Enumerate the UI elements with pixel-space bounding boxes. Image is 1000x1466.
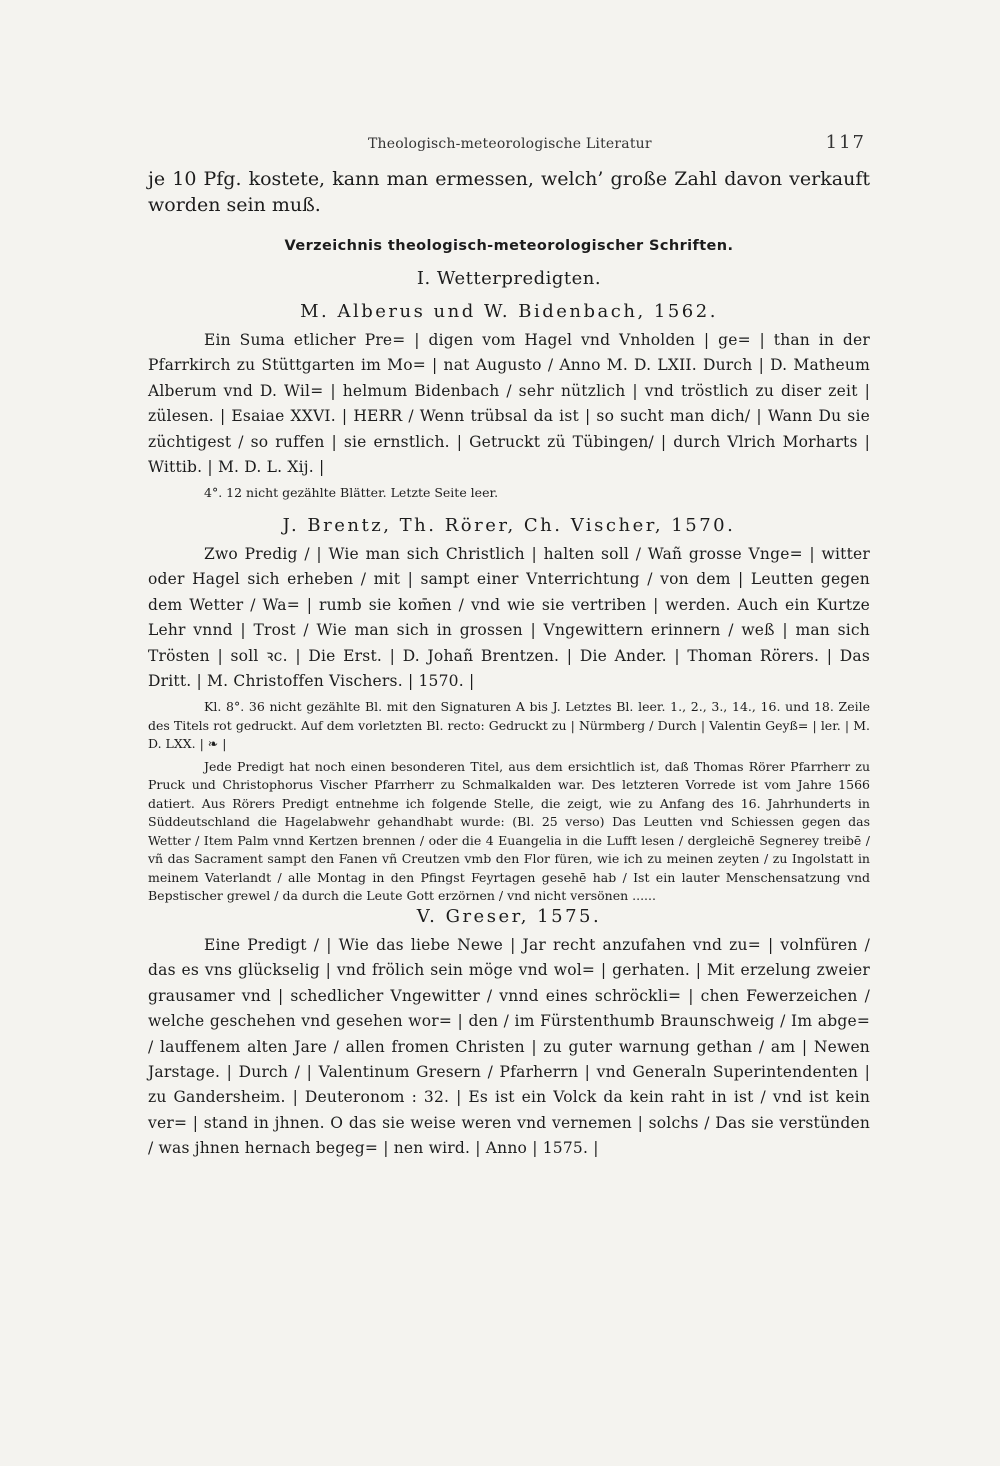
entry-note: Kl. 8°. 36 nicht gezählte Bl. mit den Signaturen A bis J. Letztes Bl. leer. 1., 2., 3., 14., 16. und 18. Zeile des Titels rot gedruckt. Auf dem vorletzten Bl. recto: Gedruckt zu | Nürmberg / Durch | Valentin Geyß= | ler. | M. D. LXX. | ❧ | bbox=[148, 699, 870, 752]
section-title: I. Wetterpredigten. bbox=[416, 268, 602, 289]
running-head-title: Theologisch-meteorologische Literatur bbox=[368, 136, 652, 152]
entry-heading: M. Alberus und W. Bidenbach, 1562. bbox=[300, 301, 718, 322]
entry-commentary: Jede Predigt hat noch einen besonderen Titel, aus dem ersichtlich ist, daß Thomas Rörer Pfarrherr zu Pruck und Christophorus Vischer Pfarrherr zu Schmalkalden war. Des letzteren Vorrede ist vom Jahre 1566 datiert. Aus Rörers Predigt entnehme ich folgende Stelle, die zeigt, wie zu Anfang des 16. Jahrhunderts in Süddeutschland die Hagelabwehr gehandhabt wurde: (Bl. 25 verso) Das Leutten vnd Schiessen gegen das Wetter / Item Palm vnnd Kertzen brennen / oder die 4 Euangelia in die Lufft lesen / dergleichē Segnerey treibē / vñ das Sacrament sampt den Fanen vñ Creutzen vmb den Flor füren, wie ich zu meinen zeyten / zu Ingolstatt in meinem Vaterlandt / alle Montag in den Pfingst Feyrtagen gesehē hab / Ist ein lauter Menschensatzung vnd Bepstischer grewel / da durch die Leute Gott erzörnen / vnd nicht versönen ...... bbox=[148, 758, 870, 904]
document-page bbox=[148, 128, 870, 1162]
entry-title: Eine Predigt / | Wie das liebe Newe | Jar recht anzufahen vnd zu= | volnfüren / das es vns glückselig | vnd frölich sein möge vnd wol= | gerhaten. | Mit erzelung zweier grausamer vnd | schedlicher Vngewitter / vnnd eines schröckli= | chen Fewerzeichen / welche geschehen vnd gesehen wor= | den / im Fürstenthumb Braunschweig / Im abge= / lauffenem alten Jare / allen fromen Christen | zu guter warnung gethan / am | Newen Jarstage. | Durch / | Valentinum Gresern / Pfarherrn | vnd Generaln Superintendenten | zu Gandersheim. | Deuteronom : 32. | Es ist ein Volck da kein raht in ist / vnd ist kein ver= | stand in jhnen. O das sie weise weren vnd vernemen | solchs / Das sie verstünden / was jhnen hernach begeg= | nen wird. | Anno | 1575. | bbox=[148, 935, 870, 1158]
entry-heading: J. Brentz, Th. Rörer, Ch. Vischer, 1570. bbox=[282, 514, 736, 536]
list-heading: Verzeichnis theologisch-meteorologischer Schriften. bbox=[284, 238, 734, 254]
entry-note: 4°. 12 nicht gezählte Blätter. Letzte Seite leer. bbox=[204, 485, 499, 501]
entry-heading: V. Greser, 1575. bbox=[416, 905, 602, 927]
entry-title: Zwo Predig / | Wie man sich Christlich | halten soll / Wañ grosse Vnge= | witter oder Hagel sich erheben / mit | sampt einer Vnterrichtung / von dem | Leutten gegen dem Wetter / Wa= | rumb sie kom̄en / vnd wie sie vertriben | werden. Auch ein Kurtze Lehr vnnd | Trost / Wie man sich in grossen | Vngewittern erinnern / weß | man sich Trösten | soll ꝛc. | Die Erst. | D. Johañ Brentzen. | Die Ander. | Thoman Rörers. | Das Dritt. | M. Christoffen Vischers. | 1570. | bbox=[148, 544, 870, 690]
running-head bbox=[148, 128, 870, 158]
entry-title: Ein Suma etlicher Pre= | digen vom Hagel vnd Vnholden | ge= | than in der Pfarrkirch zu Stüttgarten im Mo= | nat Augusto / Anno M. D. LXII. Durch | D. Matheum Alberum vnd D. Wil= | helmum Bidenbach / sehr nützlich | vnd tröstlich zu diser zeit | zülesen. | Esaiae XXVI. | HERR / Wenn trübsal da ist | so sucht man dich/ | Wann Du sie züchtigest / so ruffen | sie ernstlich. | Getruckt zü Tübingen/ | durch Vlrich Morharts | Wittib. | M. D. L. Xij. | bbox=[148, 331, 870, 477]
page-number: 117 bbox=[825, 132, 866, 153]
intro-paragraph: je 10 Pfg. kostete, kann man ermessen, welch’ große Zahl davon verkauft worden sein muß. bbox=[148, 168, 870, 216]
